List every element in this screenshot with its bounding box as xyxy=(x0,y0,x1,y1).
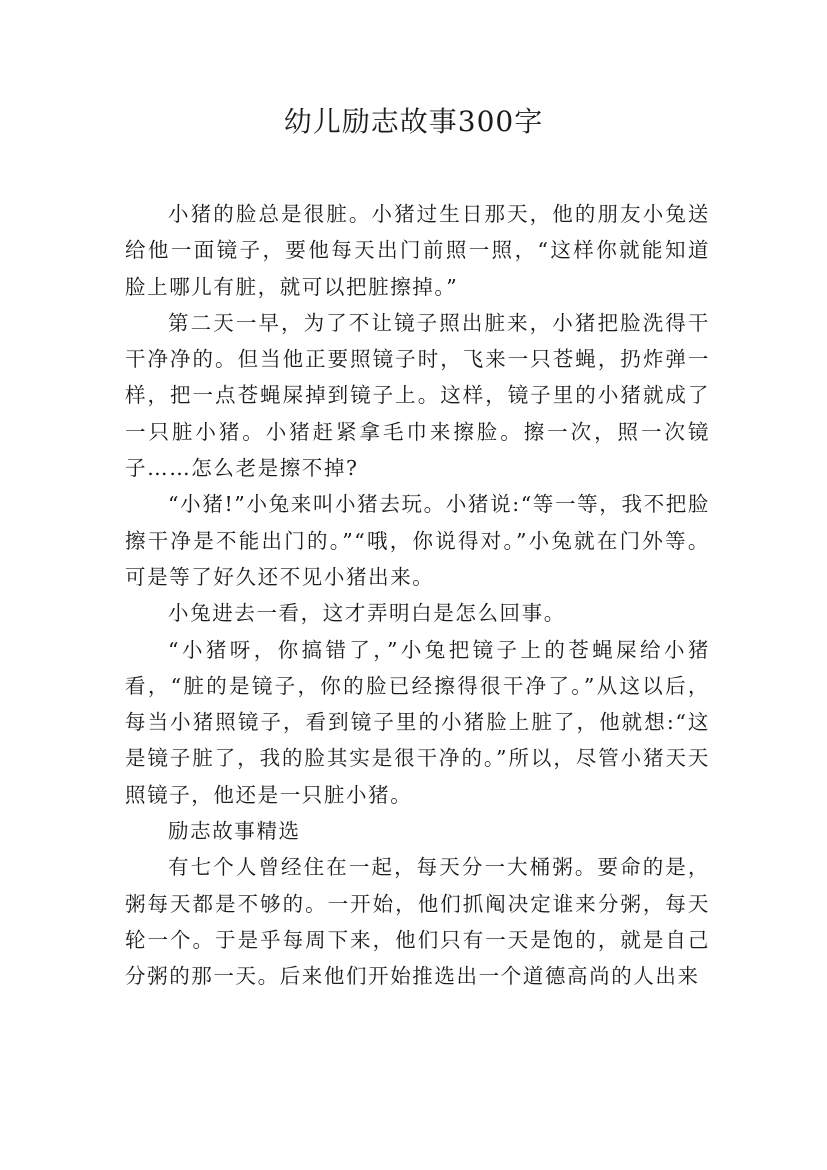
paragraph: “小猪!”小兔来叫小猪去玩。小猪说:“等一等，我不把脸擦干净是不能出门的。”“哦，你说得对。”小兔就在门外等。可是等了好久还不见小猪出来。 xyxy=(125,492,710,589)
document-body xyxy=(125,196,710,995)
paragraph: 小猪的脸总是很脏。小猪过生日那天，他的朋友小兔送给他一面镜子，要他每天出门前照一照，“这样你就能知道脸上哪儿有脏，就可以把脏擦掉。” xyxy=(125,202,710,299)
paragraph: 有七个人曾经住在一起，每天分一大桶粥。要命的是，粥每天都是不够的。一开始，他们抓阄决定谁来分粥，每天轮一个。于是乎每周下来，他们只有一天是饱的，就是自己分粥的那一天。后来他们开始推选出一个道德高尚的人出来 xyxy=(125,855,710,989)
section-heading: 励志故事精选 xyxy=(168,819,301,844)
paragraph: “小猪呀，你搞错了，”小兔把镜子上的苍蝇屎给小猪看，“脏的是镜子，你的脸已经擦得很干净了。”从这以后，每当小猪照镜子，看到镜子里的小猪脸上脏了，他就想:“这是镜子脏了，我的脸其实是很干净的。”所以，尽管小猪天天照镜子，他还是一只脏小猪。 xyxy=(125,637,710,807)
paragraph: 小兔进去一看，这才弄明白是怎么回事。 xyxy=(168,601,566,626)
document-title: 幼儿励志故事300字 xyxy=(283,105,544,138)
paragraph: 第二天一早，为了不让镜子照出脏来，小猪把脸洗得干干净净的。但当他正要照镜子时，飞来一只苍蝇，扔炸弹一样，把一点苍蝇屎掉到镜子上。这样，镜子里的小猪就成了一只脏小猪。小猪赶紧拿毛巾来擦脸。擦一次，照一次镜子……怎么老是擦不掉? xyxy=(125,310,710,481)
